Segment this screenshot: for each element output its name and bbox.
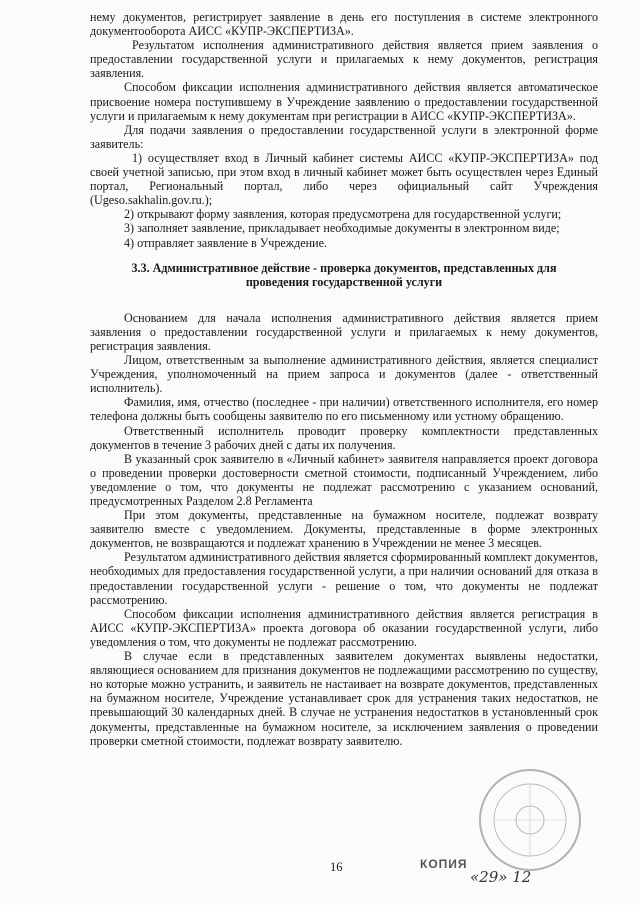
paragraph: Ответственный исполнитель проводит проверку комплектности представленных документов в течение 3 рабочих дней с даты их получения. <box>90 423 598 452</box>
paragraph: Лицом, ответственным за выполнение административного действия, является специалист Учреждения, уполномоченный на прием запроса и документов (далее - ответственный исполнитель). <box>90 353 598 396</box>
paragraph: Способом фиксации исполнения административного действия является регистрация в АИСС «КУПР-ЭКСПЕРТИЗА» проекта договора об оказании государственной услуги, либо уведомления о том, что документы не подлежат рассмотрению. <box>90 606 598 649</box>
paragraph: Результатом исполнения административного действия является прием заявления о предоставлении государственной услуги и прилагаемых к нему документов, регистрация заявления. <box>90 38 598 81</box>
list-item: 2) открывают форму заявления, которая предусмотрена для государственной услуги; <box>124 207 562 222</box>
copy-stamp: КОПИЯ <box>420 857 468 871</box>
list-item: 3) заполняет заявление, прикладывает необходимые документы в электронном виде; <box>124 221 560 236</box>
paragraph: Фамилия, имя, отчество (последнее - при наличии) ответственного исполнителя, его номер телефона должны быть сообщены заявителю по его письменному или устному обращению. <box>90 395 598 424</box>
seal-stamp-icon <box>470 765 590 875</box>
paragraph: Способом фиксации исполнения административного действия является автоматическое присвоение номера поступившему в Учреждение заявлению о предоставлении государственной услуги и прилагаемым к нему документам при регистрации в АИСС «КУПР-ЭКСПЕРТИЗА». <box>90 80 598 123</box>
paragraph: При этом документы, представленные на бумажном носителе, подлежат возврату заявителю вместе с уведомлением. Документы, представленные в форме электронных документов, не возвращаются и подлежат хранению в Учреждении не менее 3 месяцев. <box>90 508 598 551</box>
handwritten-note: «29» 12 <box>470 868 532 886</box>
paragraph: В случае если в представленных заявителем документах выявлены недостатки, являющиеся основанием для признания документов не подлежащими рассмотрению по существу, но которые можно устранить, и заявитель не настаивает на возврате документов, представленных на бумажном носителе, Учреждение устанавливает срок для устранения таких недостатков, не превышающий 30 календарных дней. В случае не устранения недостатков в установленный срок документы, представленные на бумажном носителе, за исключением заявления о проведении проверки сметной стоимости, подлежат возврату заявителю. <box>90 649 598 748</box>
list-item: 1) осуществляет вход в Личный кабинет системы АИСС «КУПР-ЭКСПЕРТИЗА» под своей учетной записью, при этом вход в личный кабинет может быть осуществлен через Единый портал, Региональный портал, либо через официальный сайт Учреждения (Ugeso.sakhalin.gov.ru.); <box>90 150 598 208</box>
paragraph: Для подачи заявления о предоставлении государственной услуги в электронной форме заявитель: <box>90 122 598 151</box>
paragraph: Основанием для начала исполнения административного действия является прием заявления о предоставлении государственной услуги и прилагаемых к нему документов, регистрация заявления. <box>90 310 598 353</box>
paragraph: Результатом административного действия является сформированный комплект документов, необходимых для предоставления государственной услуги, а при наличии оснований для отказа в предоставлении государственной услуги - решение о том, что документы не подлежат рассмотрению. <box>90 550 598 607</box>
paragraph: В указанный срок заявителю в «Личный кабинет» заявителя направляется проект договора о проведении проверки достоверности сметной стоимости, подписанный Учреждением, либо уведомление о том, что документы не подлежат рассмотрению с указанием оснований, предусмотренных Разделом 2.8 Регламента <box>90 451 598 508</box>
page-number: 16 <box>330 860 343 874</box>
document-page <box>90 10 598 748</box>
paragraph-continuation: нему документов, регистрирует заявление в день его поступления в системе электронного документооборота АИСС «КУПР-ЭКСПЕРТИЗА». <box>90 10 598 39</box>
list-item: 4) отправляет заявление в Учреждение. <box>124 235 327 250</box>
section-heading: 3.3. Административное действие - проверка документов, представленных для проведения государственной услуги <box>131 260 557 289</box>
